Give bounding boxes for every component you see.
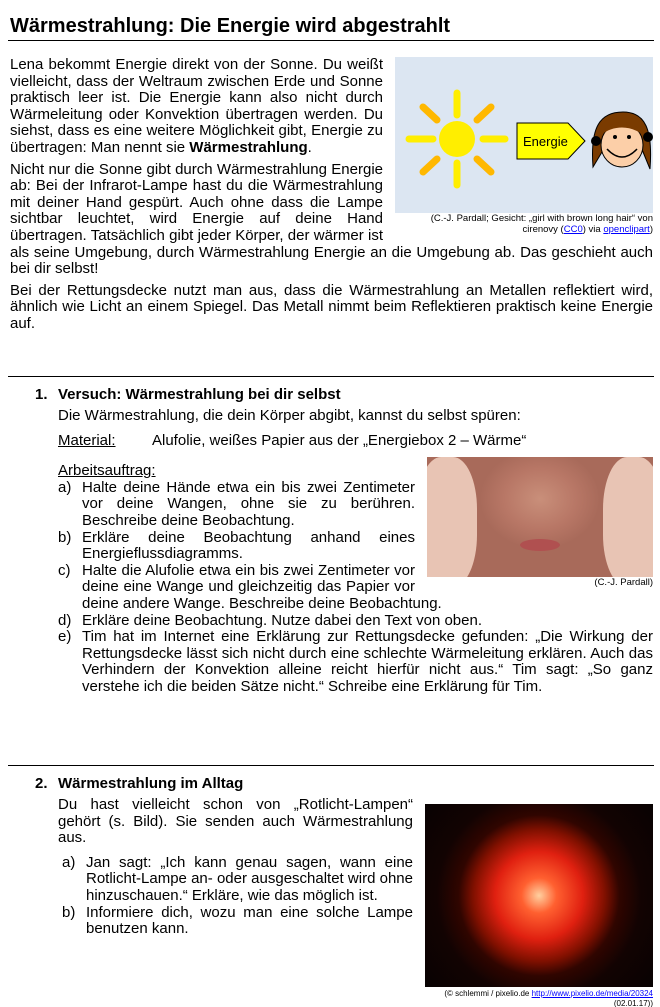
- intro-paragraph-3: Bei der Rettungsdecke nutzt man aus, dass die Wärmestrahlung an Metallen reflektiert wird, ähnlich wie Licht an einem Spiegel. Das Metall nimmt beim Reflektieren praktisch keine Energie auf.: [10, 281, 653, 332]
- openclipart-link[interactable]: openclipart: [603, 224, 650, 235]
- intro-section: [10, 57, 653, 338]
- item-letter: c): [58, 561, 71, 579]
- energy-label: Energie: [523, 134, 568, 149]
- item-letter: b): [62, 903, 76, 921]
- figure-caption: (C.-J. Pardall; Gesicht: „girl with brown long hair“ von cirenovy (CC0) via openclipart): [430, 213, 653, 235]
- task-label: Arbeitsauftrag:: [58, 462, 156, 480]
- divider: [8, 40, 654, 41]
- item-letter: a): [62, 853, 76, 871]
- task-1-section: [35, 386, 653, 696]
- girl-face-icon: [591, 112, 653, 169]
- intro-paragraph-1: Lena bekommt Energie direkt von der Sonne. Du weißt vielleicht, dass der Weltraum zwischen Erde und Sonne praktisch leer ist. Die Energie kann also nicht durch Wärmeleitung oder Konvektion übertragen werden. Du siehst, dass es eine weitere Möglichkeit gibt, Energie zu übertragen: Man nennt sie Wärmestrahlung.: [10, 56, 383, 156]
- photo-caption: (C.-J. Pardall): [594, 577, 653, 589]
- item-letter: b): [58, 528, 72, 546]
- task-2-lead: Du hast vielleicht schon von „Rotlicht-Lampen“ gehört (s. Bild). Sie senden auch Wärmestrahlung aus.: [58, 796, 413, 847]
- task-1-lead: Die Wärmestrahlung, die dein Körper abgibt, kannst du selbst spüren:: [58, 407, 521, 424]
- item-text: Informiere dich, wozu man eine solche Lampe benutzen kann.: [86, 903, 413, 938]
- task-item: [62, 905, 653, 938]
- task-item: [58, 613, 653, 630]
- pixelio-link[interactable]: http://www.pixelio.de/media/20324: [531, 989, 653, 998]
- task-item: [62, 855, 653, 905]
- photo-caption: (© schlemmi / pixelio.de http://www.pixelio.de/media/20324 (02.01.17)): [444, 989, 653, 1007]
- task-2-section: [35, 775, 653, 1007]
- item-text: Halte die Alufolie etwa ein bis zwei Zentimeter vor deine eine Wange und gleichzeitig das Papier vor deine andere Wange. Beschreibe deine Beobachtung.: [82, 561, 442, 612]
- item-text: Halte deine Hände etwa ein bis zwei Zentimeter vor deine Wangen, ohne sie zu berühren. Beschreibe deine Beobachtung.: [82, 478, 415, 529]
- cc0-link[interactable]: CC0: [563, 224, 583, 235]
- task-item: [58, 480, 653, 530]
- task-1-list: [58, 480, 653, 696]
- item-text: Erkläre deine Beobachtung. Nutze dabei den Text von oben.: [82, 611, 483, 629]
- material-line: Material: Alufolie, weißes Papier aus der „Energiebox 2 – Wärme“: [58, 431, 527, 449]
- page-title: Wärmestrahlung: Die Energie wird abgestrahlt: [10, 15, 451, 37]
- divider: [8, 376, 654, 377]
- item-text: Erkläre deine Beobachtung anhand eines Energieflussdiagramms.: [82, 528, 415, 563]
- sun-energy-figure: [395, 57, 653, 235]
- item-letter: a): [58, 478, 72, 496]
- item-text: Jan sagt: „Ich kann genau sagen, wann eine Rotlicht-Lampe an- oder ausgeschaltet wird ohne hinzuschauen.“ Erkläre, wie das möglich ist.: [86, 853, 413, 904]
- sun-icon: [409, 93, 505, 185]
- task-item: [58, 530, 653, 563]
- task-2-heading: 2. Wärmestrahlung im Alltag: [35, 775, 244, 792]
- item-letter: e): [58, 628, 72, 646]
- sun-to-face-illustration: [395, 57, 653, 213]
- intro-paragraph-2: Nicht nur die Sonne gibt durch Wärmestrahlung Energie ab: Bei der Infrarot-Lampe hast du die Wärmestrahlung mit deiner Hand gespürt. Auch ohne dass die Lampe sichtbar leuchtet, wird Energie auf deine Hand übertragen. Tatsächlich gibt jeder Körper, der wärmer ist als seine Umgebung, durch Wärmestrahlung Energie an die Umgebung ab. Das geschieht auch bei dir selbst!: [10, 160, 653, 278]
- divider: [8, 765, 654, 766]
- task-2-list: [62, 855, 653, 938]
- task-item: [58, 629, 653, 695]
- item-letter: d): [58, 611, 72, 629]
- item-text: Tim hat im Internet eine Erklärung zur Rettungsdecke gefunden: „Die Wirkung der Rettungsdecke lässt sich nicht durch eine schlechte Wärmeleitung erklären. Auch das Verhindern der Konvektion alleine reicht hierfür nicht aus.“ Tim sagt: „So ganz verstehe ich die beiden Sätze nicht.“ Schreibe eine Erklärung für Tim.: [82, 628, 653, 695]
- task-item: [58, 563, 653, 613]
- task-1-heading: 1. Versuch: Wärmestrahlung bei dir selbst: [35, 386, 341, 403]
